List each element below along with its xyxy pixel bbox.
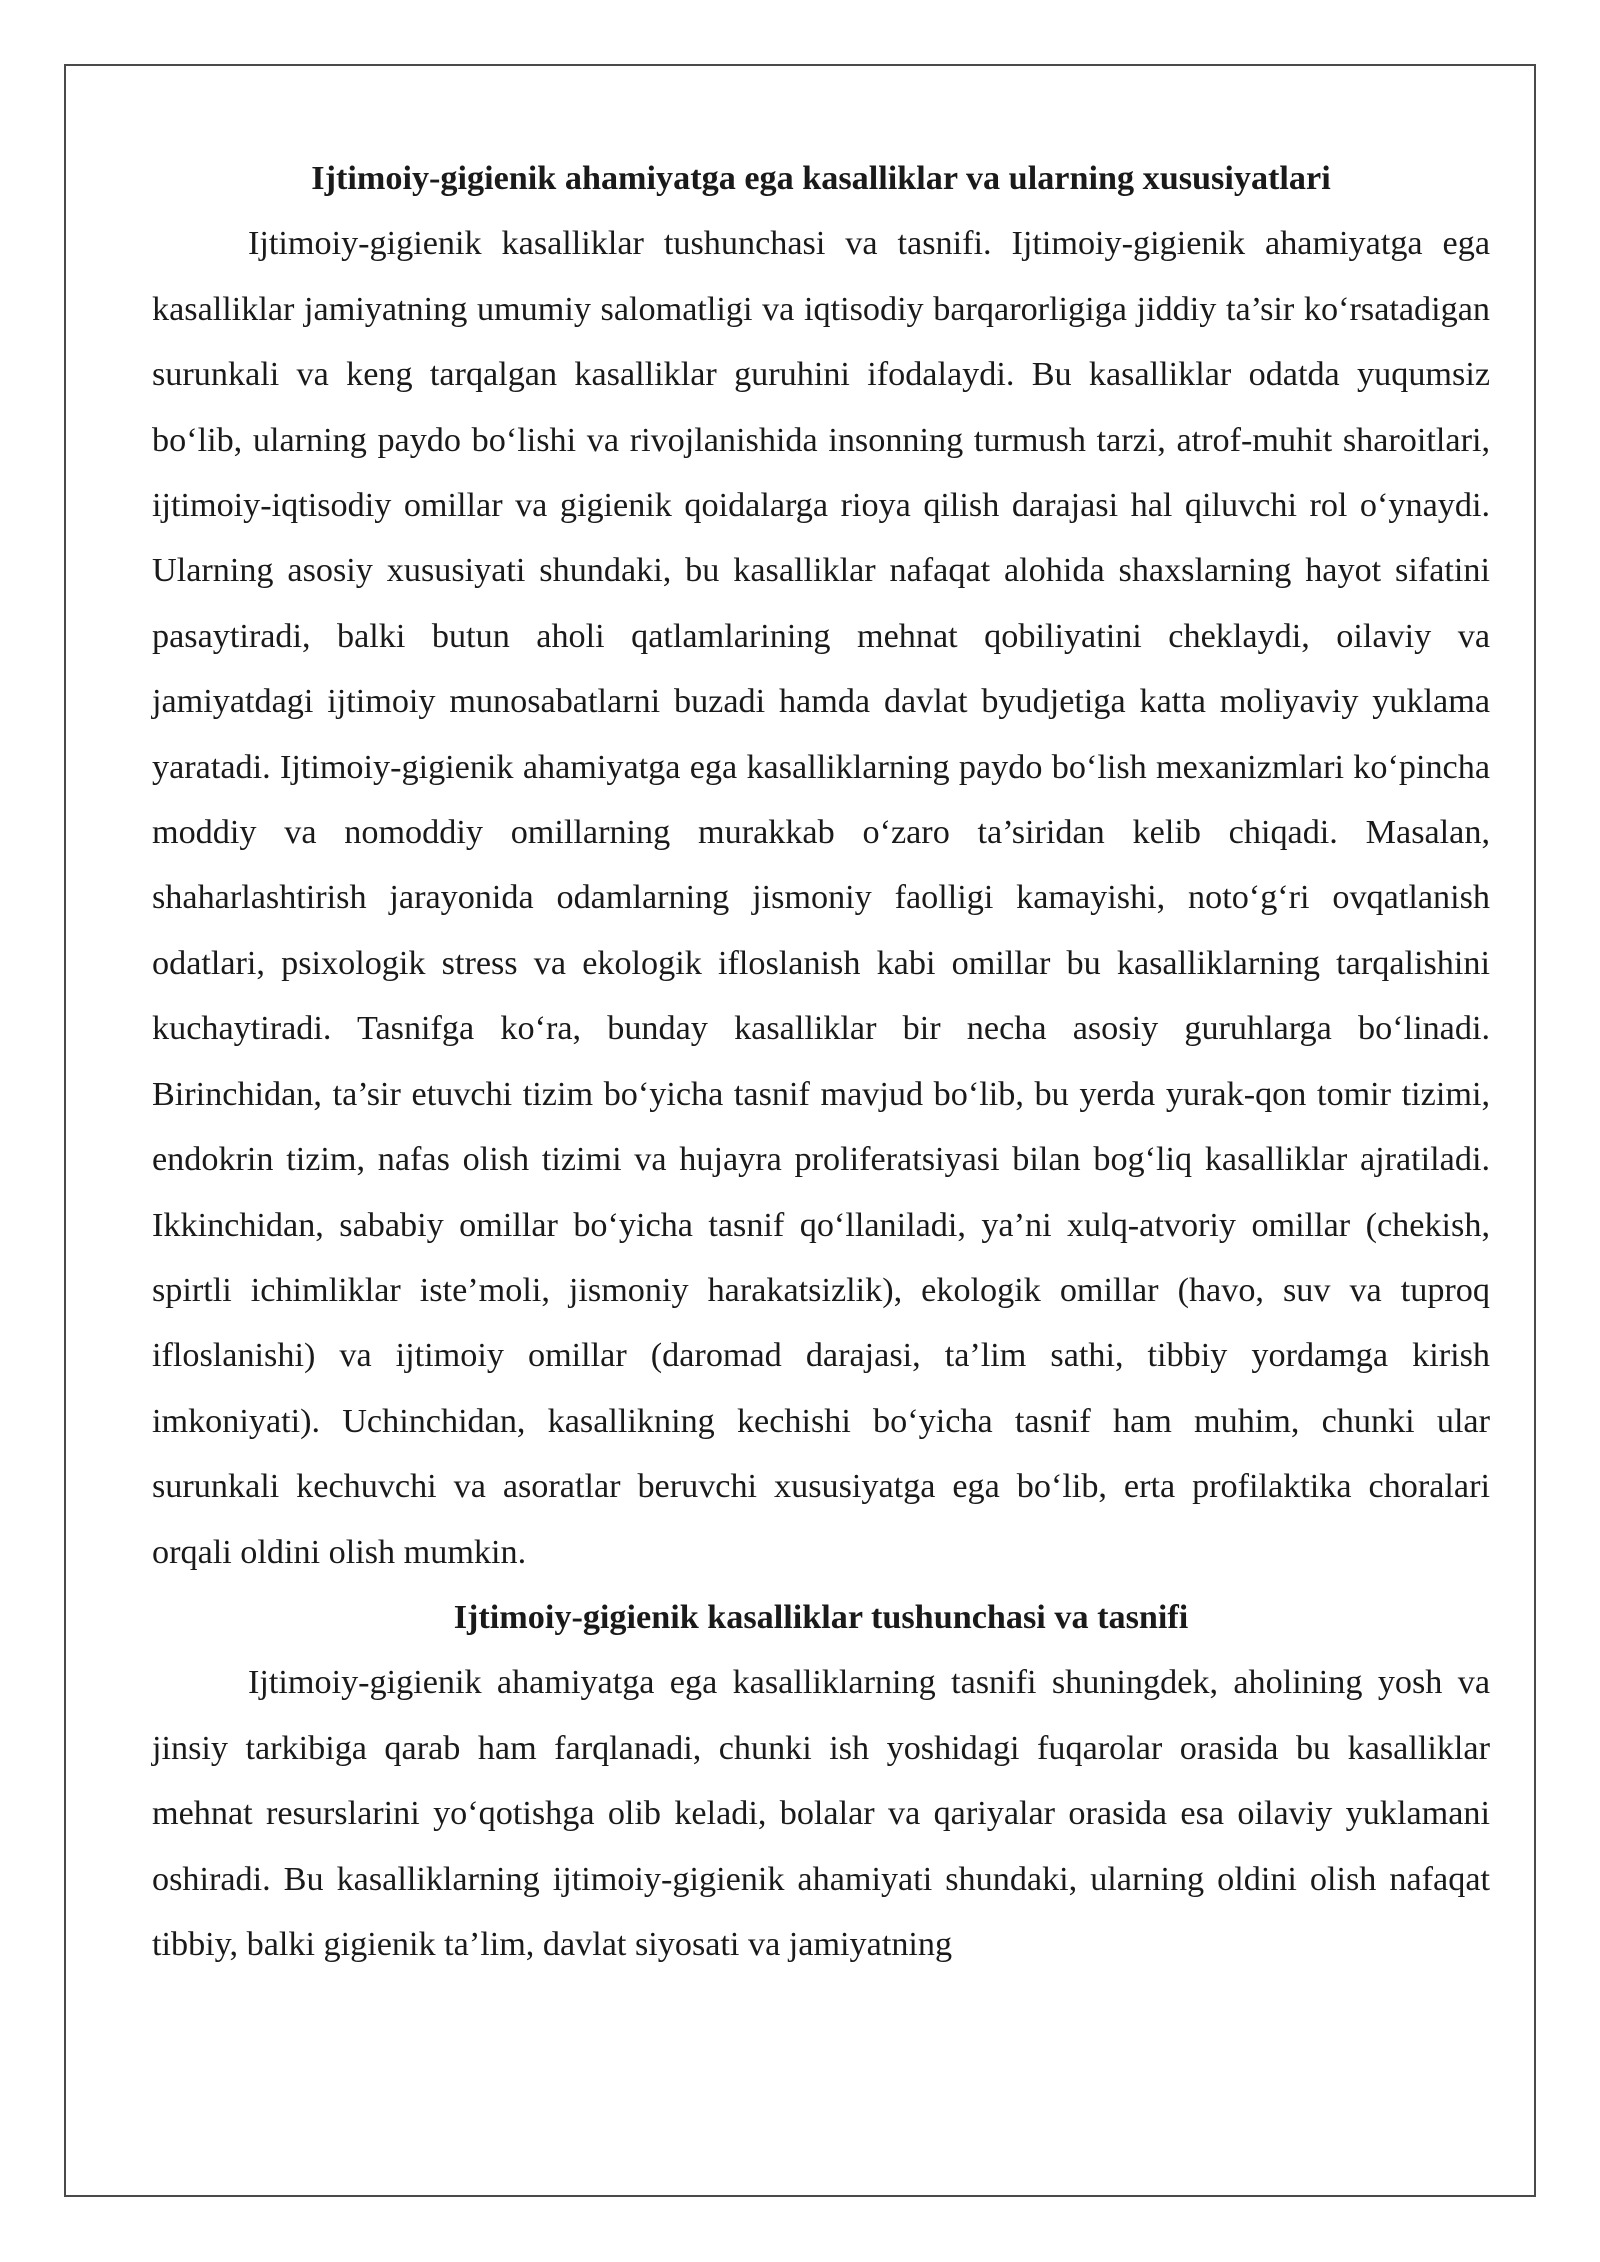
document-body [152,146,1490,1977]
paragraph-1: Ijtimoiy-gigienik kasalliklar tushunchasi va tasnifi. Ijtimoiy-gigienik ahamiyatga ega kasalliklar jamiyatning umumiy salomatligi va iqtisodiy barqarorligiga jiddiy ta’sir ko‘rsatadigan surunkali va keng tarqalgan kasalliklar guruhini ifodalaydi. Bu kasalliklar odatda yuqumsiz bo‘lib, ularning paydo bo‘lishi va rivojlanishida insonning turmush tarzi, atrof-muhit sharoitlari, ijtimoiy-iqtisodiy omillar va gigienik qoidalarga rioya qilish darajasi hal qiluvchi rol o‘ynaydi. Ularning asosiy xususiyati shundaki, bu kasalliklar nafaqat alohida shaxslarning hayot sifatini pasaytiradi, balki butun aholi qatlamlarining mehnat qobiliyatini cheklaydi, oilaviy va jamiyatdagi ijtimoiy munosabatlarni buzadi hamda davlat byudjetiga katta moliyaviy yuklama yaratadi. Ijtimoiy-gigienik ahamiyatga ega kasalliklarning paydo bo‘lish mexanizmlari ko‘pincha moddiy va nomoddiy omillarning murakkab o‘zaro ta’siridan kelib chiqadi. Masalan, shaharlashtirish jarayonida odamlarning jismoniy faolligi kamayishi, noto‘g‘ri ovqatlanish odatlari, psixologik stress va ekologik ifloslanish kabi omillar bu kasalliklarning tarqalishini kuchaytiradi. Tasnifga ko‘ra, bunday kasalliklar bir necha asosiy guruhlarga bo‘linadi. Birinchidan, ta’sir etuvchi tizim bo‘yicha tasnif mavjud bo‘lib, bu yerda yurak-qon tomir tizimi, endokrin tizim, nafas olish tizimi va hujayra proliferatsiyasi bilan bog‘liq kasalliklar ajratiladi. Ikkinchidan, sababiy omillar bo‘yicha tasnif qo‘llaniladi, ya’ni xulq-atvoriy omillar (chekish, spirtli ichimliklar iste’moli, jismoniy harakatsizlik), ekologik omillar (havo, suv va tuproq ifloslanishi) va ijtimoiy omillar (daromad darajasi, ta’lim sathi, tibbiy yordamga kirish imkoniyati). Uchinchidan, kasallikning kechishi bo‘yicha tasnif ham muhim, chunki ular surunkali kechuvchi va asoratlar beruvchi xususiyatga ega bo‘lib, erta profilaktika choralari orqali oldini olish mumkin. [152,225,1490,1571]
document-title: Ijtimoiy-gigienik ahamiyatga ega kasalliklar va ularning xususiyatlari [311,160,1331,197]
section-subheading: Ijtimoiy-gigienik kasalliklar tushunchasi va tasnifi [453,1598,1189,1636]
paragraph-2: Ijtimoiy-gigienik ahamiyatga ega kasalliklarning tasnifi shuningdek, aholining yosh va jinsiy tarkibiga qarab ham farqlanadi, chunki ish yoshidagi fuqarolar orasida bu kasalliklar mehnat resurslarini yo‘qotishga olib keladi, bolalar va qariyalar orasida esa oilaviy yuklamani oshiradi. Bu kasalliklarning ijtimoiy-gigienik ahamiyati shundaki, ularning oldini olish nafaqat tibbiy, balki gigienik ta’lim, davlat siyosati va jamiyatning [152,1664,1490,1963]
